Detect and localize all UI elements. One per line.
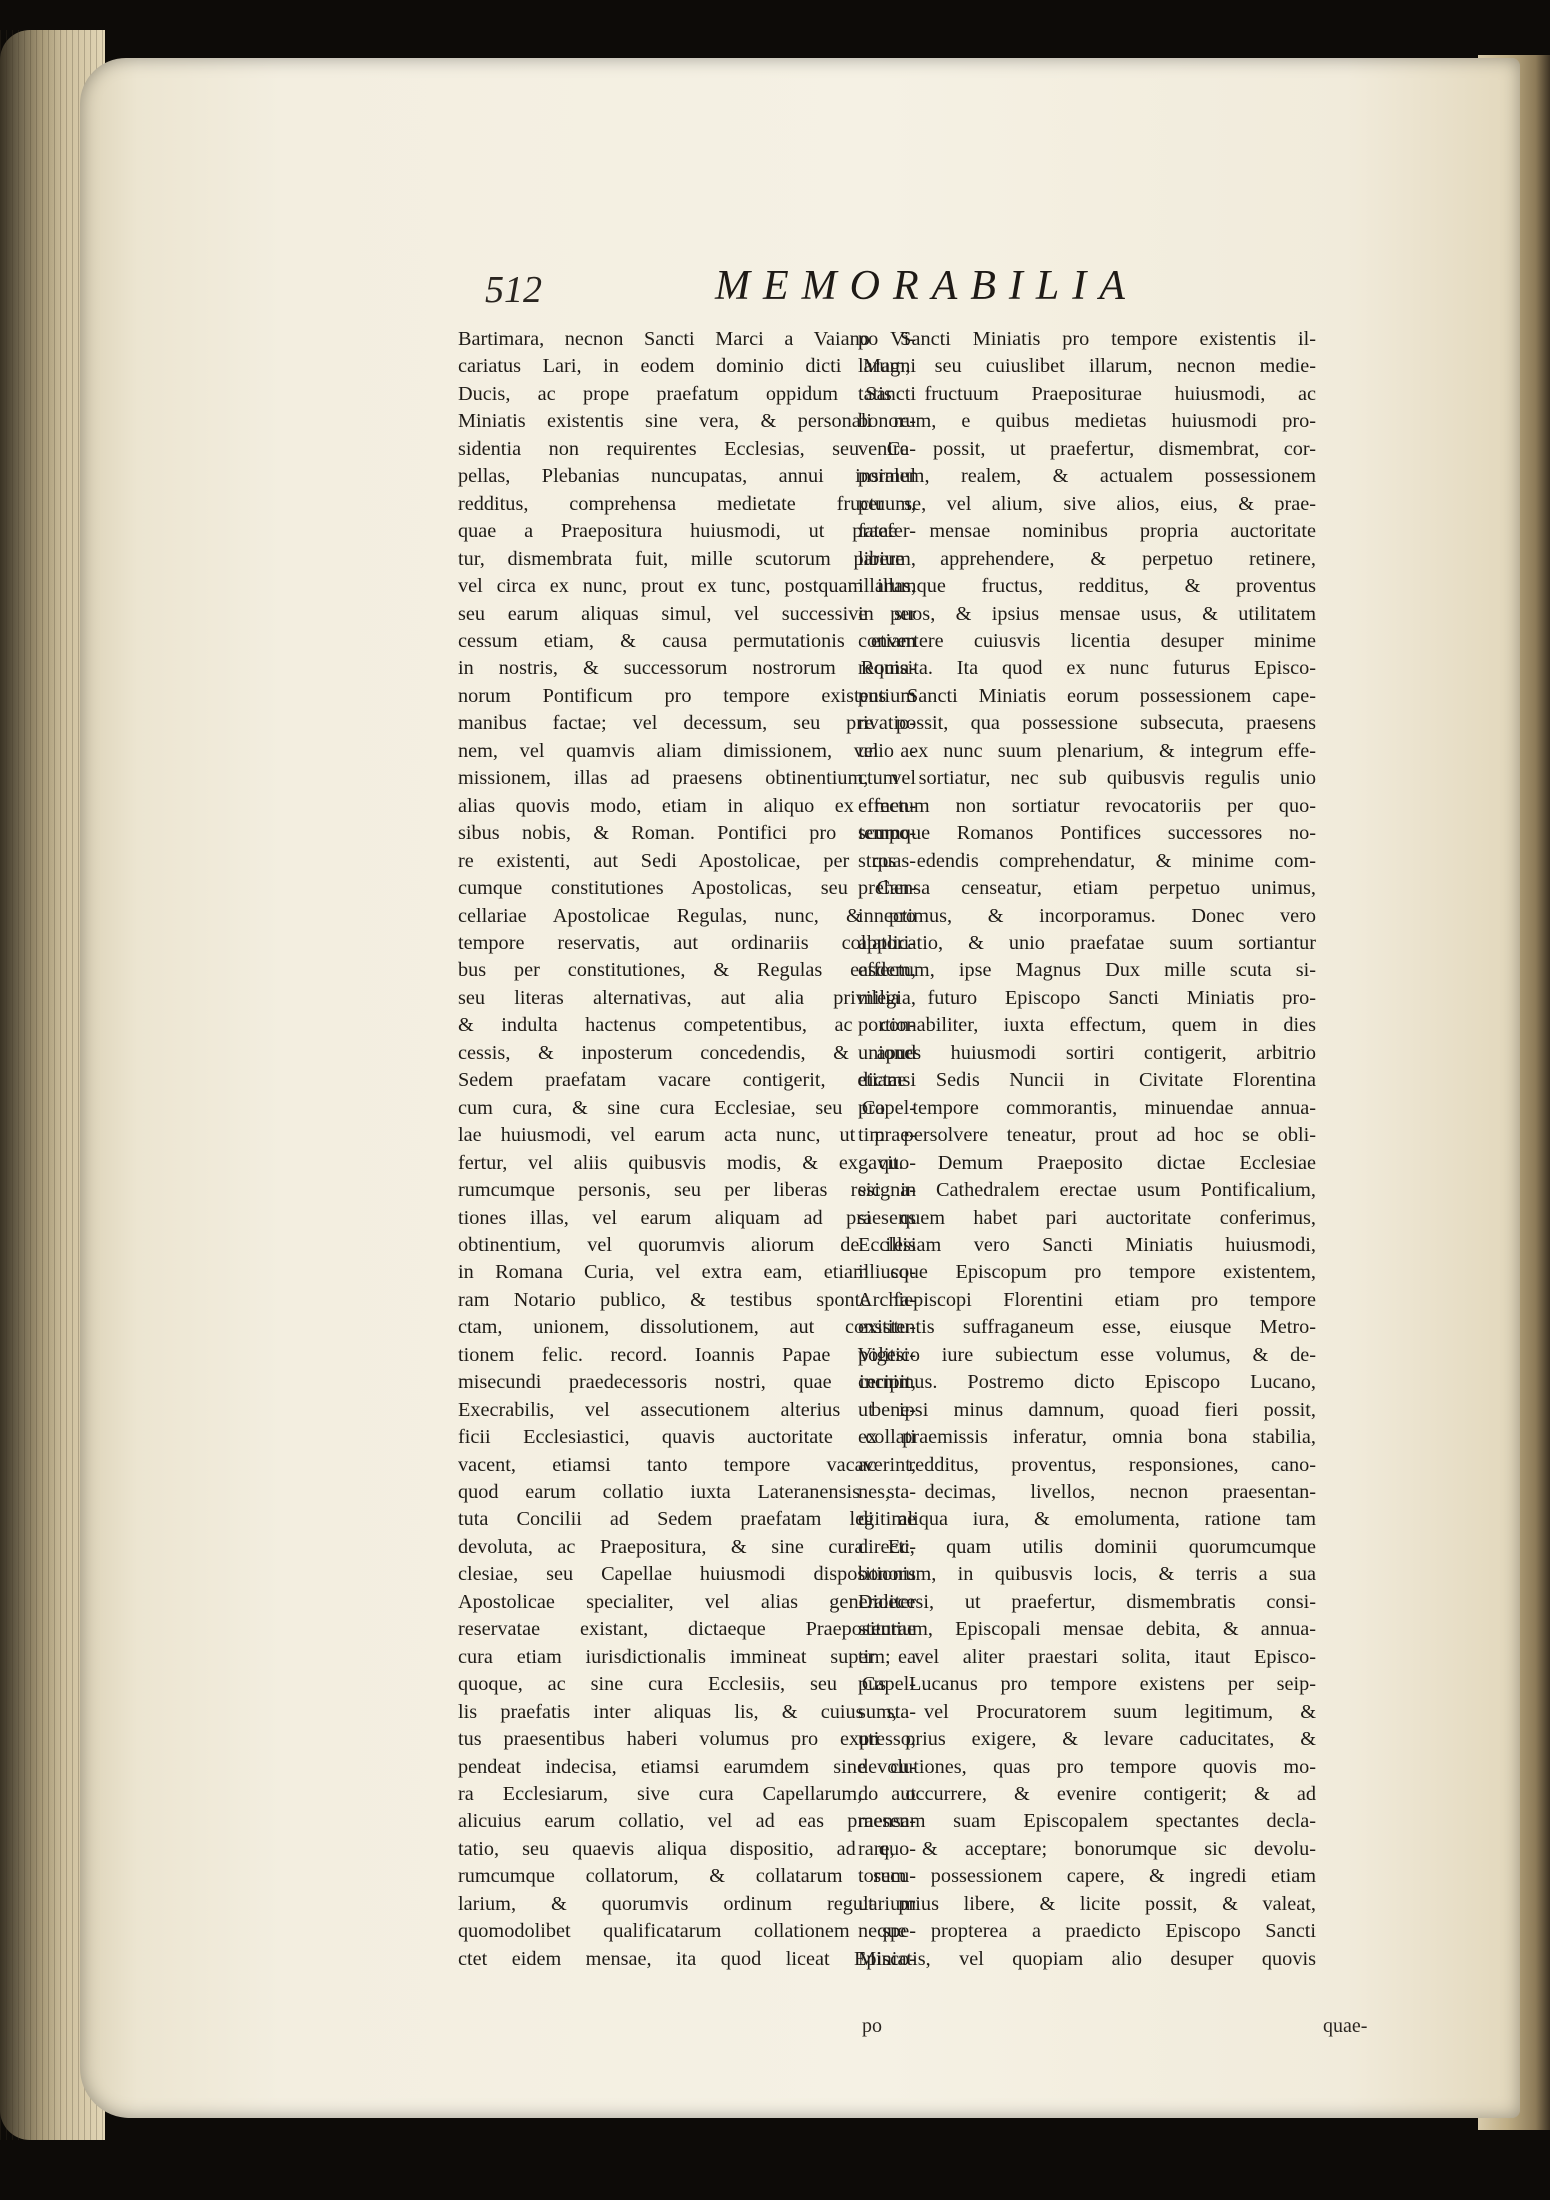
- text-line: di aliqua iura, & emolumenta, ratione tam: [858, 1508, 1316, 1531]
- text-line: obtinentium, vel quorumvis aliorum de illis: [458, 1233, 916, 1256]
- text-line: Ecclesiam vero Sancti Miniatis huiusmodi,: [858, 1233, 1316, 1256]
- text-line: tim; vel aliter praestari solita, itaut Episco-: [858, 1645, 1316, 1668]
- text-line: devoluta, ac Praepositura, & sine cura Ec-: [458, 1535, 916, 1558]
- text-line: bonorum, e quibus medietas huiusmodi pro-: [858, 410, 1316, 433]
- text-line: seu literas alternativas, aut alia privilegia,: [458, 986, 916, 1009]
- text-line: ut prius libere, & licite possit, & valeat,: [858, 1892, 1316, 1915]
- text-line: cariatus Lari, in eodem dominio dicti Magni: [458, 355, 916, 378]
- text-line: sic in Cathedralem erectae usum Pontificalium,: [858, 1179, 1316, 1202]
- text-line: cumque constitutiones Apostolicas, seu Can-: [458, 877, 916, 900]
- text-line: sidentia non requirentes Ecclesias, seu Ca-: [458, 437, 916, 460]
- text-line: effectum, ipse Magnus Dux mille scuta si-: [858, 959, 1316, 982]
- text-line: cura etiam iurisdictionalis immineat super ea: [458, 1645, 916, 1668]
- page-number: 512: [485, 269, 542, 311]
- text-line: convertere cuiusvis licentia desuper minime: [858, 629, 1316, 652]
- text-line: prehensa censeatur, etiam perpetuo unimus,: [858, 877, 1316, 900]
- text-line: poralem, realem, & actualem possessionem: [858, 465, 1316, 488]
- text-line: alicuius earum collatio, vel ad eas praesen-: [458, 1810, 916, 1833]
- text-line: Miniatis existentis sine vera, & personali re-: [458, 410, 916, 433]
- text-line: quomodolibet qualificatarum collationem spe-: [458, 1920, 916, 1943]
- text-line: in suos, & ipsius mensae usus, & utilitatem: [858, 602, 1316, 625]
- text-line: ctet eidem mensae, ita quod liceat Episco-: [458, 1947, 916, 1970]
- text-line: milia futuro Episcopo Sancti Miniatis pro-: [858, 986, 1316, 1009]
- text-line: bonorum, in quibusvis locis, & terris a sua: [858, 1563, 1316, 1586]
- text-line: Archiepiscopi Florentini etiam pro tempore: [858, 1288, 1316, 1311]
- text-line: rumcumque collatorum, & collatarum secu-: [458, 1865, 916, 1888]
- text-line: uniones huiusmodi sortiri contigerit, arbitrio: [858, 1041, 1316, 1064]
- text-line: reservatae existant, dictaeque Praepositurae: [458, 1618, 916, 1641]
- text-line: cessum etiam, & causa permutationis etiam: [458, 629, 916, 652]
- text-line: ram Notario publico, & testibus sponte fa-: [458, 1288, 916, 1311]
- page-header: [430, 262, 1138, 322]
- text-line: existentis suffraganeum esse, eiusque Metro-: [858, 1316, 1316, 1339]
- text-line: portionabiliter, iuxta effectum, quem in dies: [858, 1014, 1316, 1037]
- text-line: innectimus, & incorporamus. Donec vero: [858, 904, 1316, 927]
- text-line: ficii Ecclesiastici, quavis auctoritate collati: [458, 1426, 916, 1449]
- text-line: cernimus. Postremo dicto Episcopo Lucano,: [858, 1371, 1316, 1394]
- text-line: pro tempore commorantis, minuendae annua-: [858, 1096, 1316, 1119]
- text-line: unio ex nunc suum plenarium, & integrum effe-: [858, 739, 1316, 762]
- text-line: tempore reservatis, aut ordinariis collatori-: [458, 931, 916, 954]
- text-line: tiones illas, vel earum aliquam ad praesens: [458, 1206, 916, 1229]
- text-line: tus praesentibus haberi volumus pro expresso,: [458, 1728, 916, 1751]
- text-line: fertur, vel aliis quibusvis modis, & ex quo-: [458, 1151, 916, 1174]
- text-line: fatae mensae nominibus propria auctoritate: [858, 520, 1316, 543]
- text-line: si quem habet pari auctoritate conferimus,: [858, 1206, 1316, 1229]
- text-line: clesiae, seu Capellae huiusmodi dispositionis: [458, 1563, 916, 1586]
- text-line: sum, vel Procuratorem suum legitimum, &: [858, 1700, 1316, 1723]
- text-line: redditus, comprehensa medietate fructuum,: [458, 492, 916, 515]
- text-line: re possit, qua possessione subsecuta, praesens: [858, 712, 1316, 735]
- text-line: lis praefatis inter aliquas lis, & cuius sta-: [458, 1700, 916, 1723]
- text-line: nes, decimas, livellos, necnon praesentan-: [858, 1481, 1316, 1504]
- text-line: vacent, etiamsi tanto tempore vacaverint,: [458, 1453, 916, 1476]
- text-line: tur, dismembrata fuit, mille scutorum parium,: [458, 547, 916, 570]
- text-line: requisita. Ita quod ex nunc futurus Episco-: [858, 657, 1316, 680]
- text-line: larium, & quorumvis ordinum regularium: [458, 1892, 916, 1915]
- text-line: ctum sortiatur, nec sub quibusvis regulis unio: [858, 767, 1316, 790]
- text-line: mensam suam Episcopalem spectantes decla-: [858, 1810, 1316, 1833]
- text-line: uti prius exigere, & levare caducitates, &: [858, 1728, 1316, 1751]
- text-line: vel circa ex nunc, prout ex tunc, postquam illas,: [458, 575, 916, 598]
- text-line: missionem, illas ad praesens obtinentium, vel: [458, 767, 916, 790]
- text-line: Apostolicae specialiter, vel alias generaliter: [458, 1590, 916, 1613]
- text-line: ra Ecclesiarum, sive cura Capellarum, aut: [458, 1783, 916, 1806]
- text-line: cellariae Apostolicae Regulas, nunc, & pro: [458, 904, 916, 927]
- text-line: sibus nobis, & Roman. Pontifici pro tempo-: [458, 822, 916, 845]
- text-line: quoque, ac sine cura Ecclesiis, seu Capel-: [458, 1673, 916, 1696]
- running-title: MEMORABILIA: [715, 263, 1138, 309]
- text-line: per se, vel alium, sive alios, eius, & prae-: [858, 492, 1316, 515]
- text-line: Dioecesi, ut praefertur, dismembratis consi-: [858, 1590, 1316, 1613]
- text-line: rare, & acceptare; bonorumque sic devolu-: [858, 1837, 1316, 1860]
- text-line: illarumque fructus, redditus, & proventus: [858, 575, 1316, 598]
- text-line: do occurrere, & evenire contigerit; & ad: [858, 1783, 1316, 1806]
- text-line: in nostris, & successorum nostrorum Roma-: [458, 657, 916, 680]
- text-line: pus Lucanus pro tempore existens per seip-: [858, 1673, 1316, 1696]
- text-line: Ducis, ac prope praefatum oppidum Sancti: [458, 382, 916, 405]
- text-line: Bartimara, necnon Sancti Marci a Vaiano Vi-: [458, 328, 916, 350]
- text-line: cum cura, & sine cura Ecclesiae, seu Capel-: [458, 1096, 916, 1119]
- text-column-left: [458, 326, 916, 1973]
- text-line: Sedem praefatam vacare contigerit, etiamsi: [458, 1069, 916, 1092]
- text-line: nem, vel quamvis aliam dimissionem, vel a-: [458, 739, 916, 762]
- text-line: norum Pontificum pro tempore existentium: [458, 684, 916, 707]
- text-line: manibus factae; vel decessum, seu privatio-: [458, 712, 916, 735]
- text-line: devolutiones, quas pro tempore quovis mo-: [858, 1755, 1316, 1778]
- text-line: pellas, Plebanias nuncupatas, annui insimul: [458, 465, 916, 488]
- catchword-right: quae-: [1323, 2015, 1368, 2037]
- text-line: applicatio, & unio praefatae suum sortiantur: [858, 931, 1316, 954]
- text-line: ctam, unionem, dissolutionem, aut constitu-: [458, 1316, 916, 1339]
- text-line: Execrabilis, vel assecutionem alterius bene-: [458, 1398, 916, 1421]
- text-line: venire possit, ut praefertur, dismembrat, cor-: [858, 437, 1316, 460]
- text-column-right: [858, 326, 1316, 1973]
- text-line: torum possessionem capere, & ingredi etiam: [858, 1865, 1316, 1888]
- text-line: neque propterea a praedicto Episcopo Sancti: [858, 1920, 1316, 1943]
- text-line: cessis, & inposterum concedendis, & apud: [458, 1041, 916, 1064]
- text-line: Miniatis, vel quopiam alio desuper quovis: [858, 1947, 1316, 1970]
- text-line: ex praemissis inferatur, omnia bona stabilia,: [858, 1426, 1316, 1449]
- text-line: larum, seu cuiuslibet illarum, necnon medie-: [858, 355, 1316, 378]
- text-line: & indulta hactenus competentibus, ac con-: [458, 1014, 916, 1037]
- text-line: libere apprehendere, & perpetuo retinere,: [858, 547, 1316, 570]
- text-line: ac redditus, proventus, responsiones, cano-: [858, 1453, 1316, 1476]
- text-line: pus Sancti Miniatis eorum possessionem cape-: [858, 684, 1316, 707]
- text-line: seu earum aliquas simul, vel successive per: [458, 602, 916, 625]
- text-line: gavit. Demum Praeposito dictae Ecclesiae: [858, 1151, 1316, 1174]
- text-line: dictae Sedis Nuncii in Civitate Florentina: [858, 1069, 1316, 1092]
- text-line: illiusque Episcopum pro tempore existentem,: [858, 1261, 1316, 1284]
- text-line: tionem felic. record. Ioannis Papae Vigesi-: [458, 1343, 916, 1366]
- text-line: rumcumque personis, seu per liberas resigna-: [458, 1179, 916, 1202]
- text-line: bus per constitutiones, & Regulas easdem,: [458, 959, 916, 982]
- text-line: tatis fructuum Praepositurae huiusmodi, ac: [858, 382, 1316, 405]
- text-line: tuta Concilii ad Sedem praefatam legitime: [458, 1508, 916, 1531]
- text-line: quae a Praepositura huiusmodi, ut praefer-: [458, 520, 916, 543]
- text-line: ut ipsi minus damnum, quoad fieri possit,: [858, 1398, 1316, 1421]
- text-line: scumque Romanos Pontifices successores no-: [858, 822, 1316, 845]
- text-line: re existenti, aut Sedi Apostolicae, per quas-: [458, 849, 916, 872]
- text-line: po Sancti Miniatis pro tempore existentis il-: [858, 328, 1316, 350]
- text-line: tim persolvere teneatur, prout ad hoc se obli-: [858, 1124, 1316, 1147]
- text-line: stros edendis comprehendatur, & minime com-: [858, 849, 1316, 872]
- text-line: tatio, seu quaevis aliqua dispositio, ad quo-: [458, 1837, 916, 1860]
- text-line: politico iure subiectum esse volumus, & de-: [858, 1343, 1316, 1366]
- text-line: stentium, Episcopali mensae debita, & annua-: [858, 1618, 1316, 1641]
- text-line: pendeat indecisa, etiamsi earumdem sine cu-: [458, 1755, 916, 1778]
- text-line: misecundi praedecessoris nostri, quae incipit,: [458, 1371, 916, 1394]
- text-line: alias quovis modo, etiam in aliquo ex men-: [458, 794, 916, 817]
- text-line: directi, quam utilis dominii quorumcumque: [858, 1535, 1316, 1558]
- text-line: lae huiusmodi, vel earum acta nunc, ut prae-: [458, 1124, 916, 1147]
- text-line: in Romana Curia, vel extra eam, etiam co-: [458, 1261, 916, 1284]
- catchword-left: po: [862, 2015, 882, 2037]
- text-line: effectum non sortiatur revocatoriis per quo-: [858, 794, 1316, 817]
- text-line: quod earum collatio iuxta Lateranensis sta-: [458, 1481, 916, 1504]
